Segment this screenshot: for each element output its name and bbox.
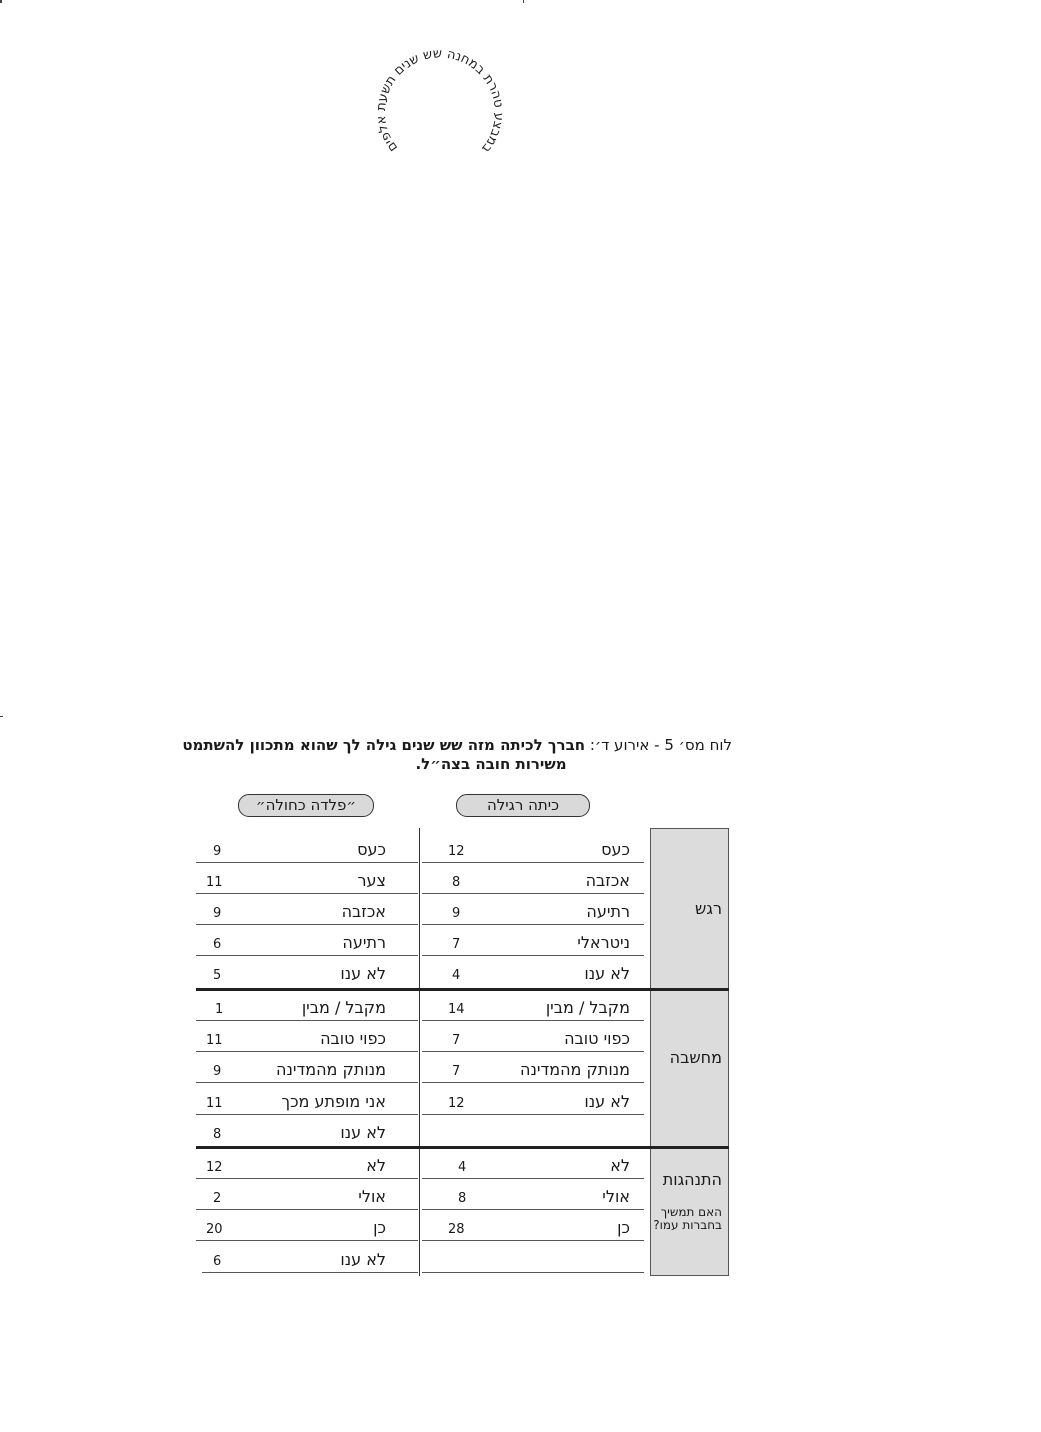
blue-value: 12 [206,1160,223,1175]
table-row [196,1021,650,1052]
regular-label: אולי [602,1187,630,1206]
header-blue-steel: ״פלדה כחולה״ [238,794,374,817]
table-row [196,1179,650,1210]
blue-label: לא [366,1156,386,1175]
regular-label: ניטראלי [577,933,630,952]
regular-value: 12 [448,844,465,859]
blue-value: 1 [215,1002,224,1017]
table-row [196,1148,650,1179]
blue-value: 5 [213,968,222,983]
edge-mark [0,716,3,717]
table-row [196,956,650,987]
regular-value: 14 [448,1002,465,1017]
row-rule [196,1082,418,1083]
blue-value: 11 [206,1033,223,1048]
table-caption [180,736,732,774]
blue-value: 6 [213,937,222,952]
table-row [196,863,650,894]
blue-label: אני מופתע מכך [281,1092,386,1111]
section-behavior-label: התנהגות [662,1170,722,1189]
table-row [196,1115,650,1146]
regular-value: 8 [452,875,461,890]
blue-label: מנותק מהמדינה [276,1060,386,1079]
regular-value: 4 [452,968,461,983]
table-row [196,1052,650,1083]
regular-label: כן [617,1218,630,1237]
row-rule [422,1272,644,1273]
regular-label: לא ענו [584,964,630,983]
row-rule [422,1240,644,1241]
regular-label: מקבל / מבין [545,998,630,1017]
regular-label: מנותק מהמדינה [520,1060,630,1079]
blue-label: לא ענו [340,1250,386,1269]
blue-label: צער [357,871,386,890]
blue-label: לא ענו [340,1123,386,1142]
regular-value: 7 [452,1064,461,1079]
regular-label: רתיעה [586,902,630,921]
caption-question-line2: משירות חובה בצה״ל. [415,755,567,773]
regular-label: אכזבה [585,871,630,890]
seal-text-path: במבצע טהרת במחנה שש שנים תשעת אלפים [373,46,507,156]
section-thought [650,989,729,1148]
table-row [196,925,650,956]
section-thought-label: מחשבה [669,1048,722,1067]
blue-value: 9 [213,906,222,921]
row-rule [202,1272,418,1273]
blue-label: כן [373,1218,386,1237]
blue-value: 2 [213,1191,222,1206]
blue-label: רתיעה [342,933,386,952]
row-rule [196,1240,418,1241]
edge-mark [0,0,2,3]
blue-value: 11 [206,875,223,890]
blue-label: מקבל / מבין [301,998,386,1017]
regular-label: כעס [601,840,630,859]
header-regular-class: כיתה רגילה [456,794,590,817]
table-row [196,1242,650,1273]
edge-mark [523,0,524,3]
table-row [196,832,650,863]
regular-value: 7 [452,1033,461,1048]
blue-value: 9 [213,1064,222,1079]
section-emotion-label: רגש [695,899,722,918]
caption-intro: לוח מס׳ 5 - אירוע ד׳: [585,736,732,754]
regular-value: 9 [452,906,461,921]
caption-question-line1: חברך לכיתה מזה שש שנים גילה לך שהוא מתכוון להשתמט [182,736,586,754]
regular-label: לא [610,1156,630,1175]
section-behavior [650,1147,729,1276]
blue-value: 8 [213,1127,222,1142]
blue-value: 6 [213,1254,222,1269]
regular-value: 8 [458,1191,467,1206]
seal-stamp [370,30,530,170]
table-row [196,1084,650,1115]
row-rule [422,1082,644,1083]
blue-value: 9 [213,844,222,859]
blue-label: כפוי טובה [320,1029,386,1048]
blue-value: 11 [206,1096,223,1111]
regular-label: לא ענו [584,1092,630,1111]
seal-text [374,46,506,155]
regular-value: 12 [448,1096,465,1111]
blue-value: 20 [206,1222,223,1237]
section-emotion [650,828,729,990]
section-behavior-question: האם תמשיך בחברות עמו? [653,1205,722,1232]
blue-label: אולי [358,1187,386,1206]
blue-label: לא ענו [340,964,386,983]
blue-label: אכזבה [341,902,386,921]
table-row [196,894,650,925]
table-row [196,1210,650,1241]
regular-label: כפוי טובה [564,1029,630,1048]
blue-label: כעס [357,840,386,859]
regular-value: 7 [452,937,461,952]
regular-value: 28 [448,1222,465,1237]
table-row [196,990,650,1021]
regular-value: 4 [458,1160,467,1175]
